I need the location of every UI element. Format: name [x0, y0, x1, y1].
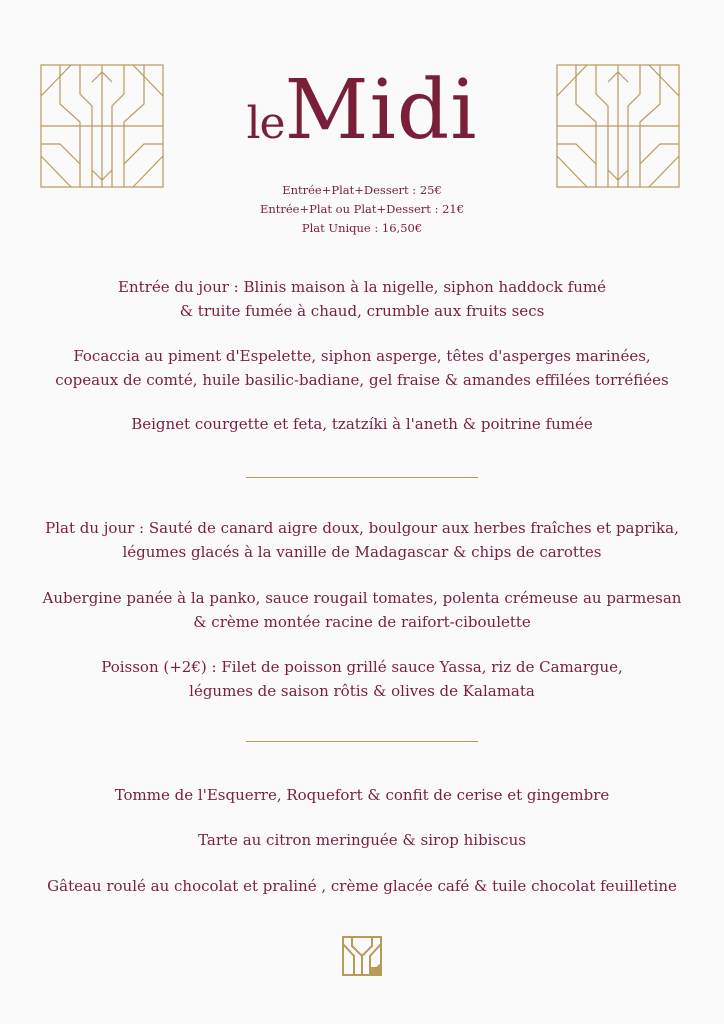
menu-item-line: Beignet courgette et feta, tzatzíki à l'aneth & poitrine fumée: [131, 415, 593, 433]
restaurant-logo-icon: [342, 936, 382, 976]
menu-item-plat: [20, 655, 704, 703]
page-title: [0, 63, 724, 158]
menu-item-line: copeaux de comté, huile basilic-badiane, gel fraise & amandes effilées torréfiées: [55, 371, 669, 389]
menu-item-line: Aubergine panée à la panko, sauce rougail tomates, polenta crémeuse au parmesan: [42, 589, 682, 607]
menu-item-dessert: [20, 828, 704, 852]
menu-item-entree: [20, 344, 704, 392]
price-line: Plat Unique : 16,50€: [301, 221, 423, 235]
price-line: Entrée+Plat ou Plat+Dessert : 21€: [259, 202, 465, 216]
menu-item-dessert: [20, 874, 704, 898]
menu-item-entree: [20, 275, 704, 323]
section-divider: [246, 477, 478, 478]
menu-item-line: Entrée du jour : Blinis maison à la nigelle, siphon haddock fumé: [118, 278, 606, 296]
menu-item-plat: [20, 586, 704, 634]
menu-item-line: Gâteau roulé au chocolat et praliné , crème glacée café & tuile chocolat feuilletine: [47, 877, 677, 895]
title-main: Midi: [284, 63, 478, 158]
menu-item-line: Focaccia au piment d'Espelette, siphon asperge, têtes d'asperges marinées,: [73, 347, 651, 365]
menu-item-entree: [20, 412, 704, 436]
menu-item-plat: [20, 516, 704, 564]
section-divider: [246, 741, 478, 742]
price-line: Entrée+Plat+Dessert : 25€: [282, 183, 442, 197]
menu-item-line: Poisson (+2€) : Filet de poisson grillé sauce Yassa, riz de Camargue,: [101, 658, 623, 676]
menu-item-line: légumes de saison rôtis & olives de Kalamata: [189, 682, 535, 700]
menu-item-dessert: [20, 783, 704, 807]
menu-item-line: & crème montée racine de raifort-ciboulette: [193, 613, 531, 631]
menu-item-line: Plat du jour : Sauté de canard aigre doux, boulgour aux herbes fraîches et paprika,: [45, 519, 679, 537]
menu-item-line: Tomme de l'Esquerre, Roquefort & confit de cerise et gingembre: [114, 786, 610, 804]
price-list: [0, 181, 724, 238]
menu-item-line: & truite fumée à chaud, crumble aux fruits secs: [179, 302, 545, 320]
menu-item-line: légumes glacés à la vanille de Madagascar & chips de carottes: [122, 543, 602, 561]
title-prefix: le: [246, 98, 285, 149]
menu-item-line: Tarte au citron meringuée & sirop hibiscus: [198, 831, 526, 849]
